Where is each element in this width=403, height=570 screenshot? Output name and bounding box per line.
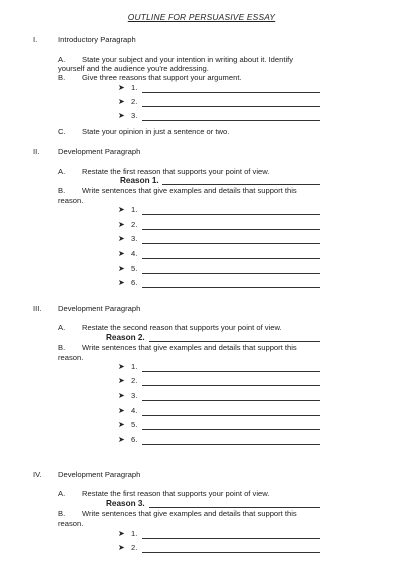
section-title: Introductory Paragraph [58,35,136,44]
section-title: Development Paragraph [58,304,141,313]
item-letter: A. [58,167,66,176]
bullet-number: 3. [131,111,138,120]
bullet-number: 2. [131,220,138,229]
bullet-line[interactable] [118,220,320,230]
roman-numeral: I. [33,35,38,44]
arrow-icon: ➤ [118,220,125,229]
roman-numeral: IV. [33,470,42,479]
answer-line [142,552,320,553]
bullet-number: 3. [131,391,138,400]
reason-answer-line[interactable] [162,184,320,185]
arrow-icon: ➤ [118,249,125,258]
bullet-line[interactable] [118,529,320,539]
item-letter: B. [58,186,66,195]
item-letter: A. [58,489,66,498]
bullet-number: 6. [131,435,138,444]
reason-answer-line[interactable] [149,507,320,508]
item-text: Restate the first reason that supports your point of view. [82,489,270,498]
bullet-line[interactable] [118,97,320,107]
item-text: State your opinion in just a sentence or two. [82,127,230,136]
item-text-continued: yourself and the audience you're addressing. [58,64,209,73]
arrow-icon: ➤ [118,435,125,444]
bullet-number: 2. [131,97,138,106]
roman-numeral: III. [33,304,42,313]
bullet-line[interactable] [118,543,320,553]
document-title: OUTLINE FOR PERSUASIVE ESSAY [127,12,276,22]
bullet-number: 4. [131,406,138,415]
reason-label: Reason 2. [106,333,145,342]
reason-answer-line[interactable] [149,341,320,342]
arrow-icon: ➤ [118,264,125,273]
arrow-icon: ➤ [118,376,125,385]
arrow-icon: ➤ [118,97,125,106]
arrow-icon: ➤ [118,278,125,287]
item-text: Give three reasons that support your argument. [82,73,242,82]
answer-line [142,415,320,416]
answer-line [142,214,320,215]
bullet-line[interactable] [118,391,320,401]
arrow-icon: ➤ [118,406,125,415]
item-text: Write sentences that give examples and details that support this [82,509,297,518]
reason-label: Reason 1. [120,176,159,185]
answer-line [142,371,320,372]
item-letter: A. [58,323,66,332]
item-text: Restate the first reason that supports your point of view. [82,167,270,176]
answer-line [142,92,320,93]
answer-line [142,429,320,430]
item-text: Write sentences that give examples and details that support this [82,343,297,352]
section-title: Development Paragraph [58,470,141,479]
bullet-line[interactable] [118,111,320,121]
answer-line [142,444,320,445]
section-title: Development Paragraph [58,147,141,156]
arrow-icon: ➤ [118,362,125,371]
arrow-icon: ➤ [118,543,125,552]
answer-line [142,229,320,230]
item-text-continued: reason. [58,353,84,362]
answer-line [142,258,320,259]
answer-line [142,538,320,539]
answer-line [142,106,320,107]
item-letter: B. [58,73,66,82]
bullet-number: 1. [131,362,138,371]
bullet-line[interactable] [118,83,320,93]
bullet-number: 5. [131,264,138,273]
answer-line [142,120,320,121]
bullet-line[interactable] [118,362,320,372]
bullet-number: 4. [131,249,138,258]
bullet-line[interactable] [118,278,320,288]
bullet-line[interactable] [118,249,320,259]
bullet-line[interactable] [118,234,320,244]
item-letter: B. [58,343,66,352]
answer-line [142,400,320,401]
bullet-number: 1. [131,205,138,214]
arrow-icon: ➤ [118,529,125,538]
bullet-number: 2. [131,543,138,552]
arrow-icon: ➤ [118,420,125,429]
item-letter: C. [58,127,66,136]
arrow-icon: ➤ [118,391,125,400]
bullet-number: 6. [131,278,138,287]
bullet-number: 1. [131,83,138,92]
item-letter: A. [58,55,66,64]
arrow-icon: ➤ [118,234,125,243]
item-text: Write sentences that give examples and details that support this [82,186,297,195]
bullet-line[interactable] [118,406,320,416]
answer-line [142,243,320,244]
answer-line [142,287,320,288]
arrow-icon: ➤ [118,111,125,120]
item-text-continued: reason. [58,519,84,528]
item-text: State your subject and your intention in writing about it. Identify [82,55,294,64]
item-text: Restate the second reason that supports your point of view. [82,323,282,332]
bullet-line[interactable] [118,435,320,445]
bullet-line[interactable] [118,205,320,215]
bullet-number: 5. [131,420,138,429]
bullet-line[interactable] [118,376,320,386]
arrow-icon: ➤ [118,83,125,92]
answer-line [142,273,320,274]
roman-numeral: II. [33,147,40,156]
bullet-number: 1. [131,529,138,538]
arrow-icon: ➤ [118,205,125,214]
bullet-number: 2. [131,376,138,385]
bullet-line[interactable] [118,420,320,430]
reason-label: Reason 3. [106,499,145,508]
item-letter: B. [58,509,66,518]
item-text-continued: reason. [58,196,84,205]
answer-line [142,385,320,386]
bullet-number: 3. [131,234,138,243]
bullet-line[interactable] [118,264,320,274]
